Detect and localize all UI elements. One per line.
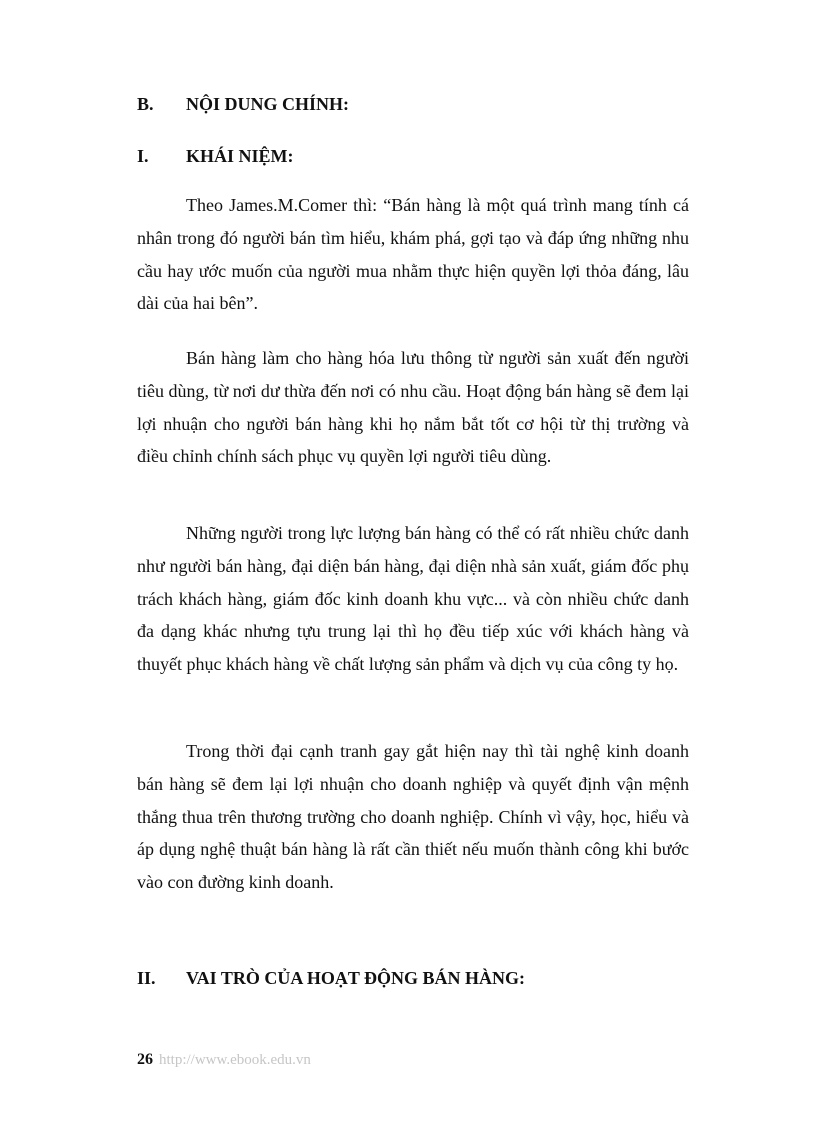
page-number: 26 [137, 1051, 153, 1068]
heading-section-b [137, 94, 349, 115]
heading-number: B. [137, 94, 154, 114]
website-watermark: http://www.ebook.edu.vn [159, 1052, 311, 1068]
heading-number: I. [137, 146, 149, 166]
heading-section-1 [137, 146, 294, 167]
heading-number: II. [137, 968, 156, 988]
heading-title: NỘI DUNG CHÍNH: [186, 94, 350, 114]
paragraph-competition: Trong thời đại cạnh tranh gay gắt hiện nay thì tài nghệ kinh doanh bán hàng sẽ đem lại lợi nhuận cho doanh nghiệp và quyết định vận mệnh thắng thua trên thương trường cho doanh nghiệp. Chính vì vậy, học, hiểu và áp dụng nghệ thuật bán hàng là rất cần thiết nếu muốn thành công khi bước vào con đường kinh doanh. [137, 741, 689, 893]
paragraph-role-of-selling: Bán hàng làm cho hàng hóa lưu thông từ người sản xuất đến người tiêu dùng, từ nơi dư thừa đến nơi có nhu cầu. Hoạt động bán hàng sẽ đem lại lợi nhuận cho người bán hàng khi họ nắm bắt tốt cơ hội từ thị trường và điều chỉnh chính sách phục vụ quyền lợi người tiêu dùng. [137, 348, 689, 467]
heading-title: KHÁI NIỆM: [186, 146, 294, 166]
paragraph-definition: Theo James.M.Comer thì: “Bán hàng là một quá trình mang tính cá nhân trong đó người bán tìm hiểu, khám phá, gợi tạo và đáp ứng những nhu cầu hay ước muốn của người mua nhằm thực hiện quyền lợi thỏa đáng, lâu dài của hai bên”. [137, 195, 689, 314]
paragraph-sales-force: Những người trong lực lượng bán hàng có thể có rất nhiều chức danh như người bán hàng, đại diện bán hàng, đại diện nhà sản xuất, giám đốc phụ trách khách hàng, giám đốc kinh doanh khu vực... và còn nhiều chức danh đa dạng khác nhưng tựu trung lại thì họ đều tiếp xúc với khách hàng và thuyết phục khách hàng về chất lượng sản phẩm và dịch vụ của công ty họ. [137, 523, 689, 675]
heading-title: VAI TRÒ CỦA HOẠT ĐỘNG BÁN HÀNG: [186, 968, 526, 988]
heading-section-2 [137, 968, 525, 989]
page-footer [137, 1051, 311, 1069]
